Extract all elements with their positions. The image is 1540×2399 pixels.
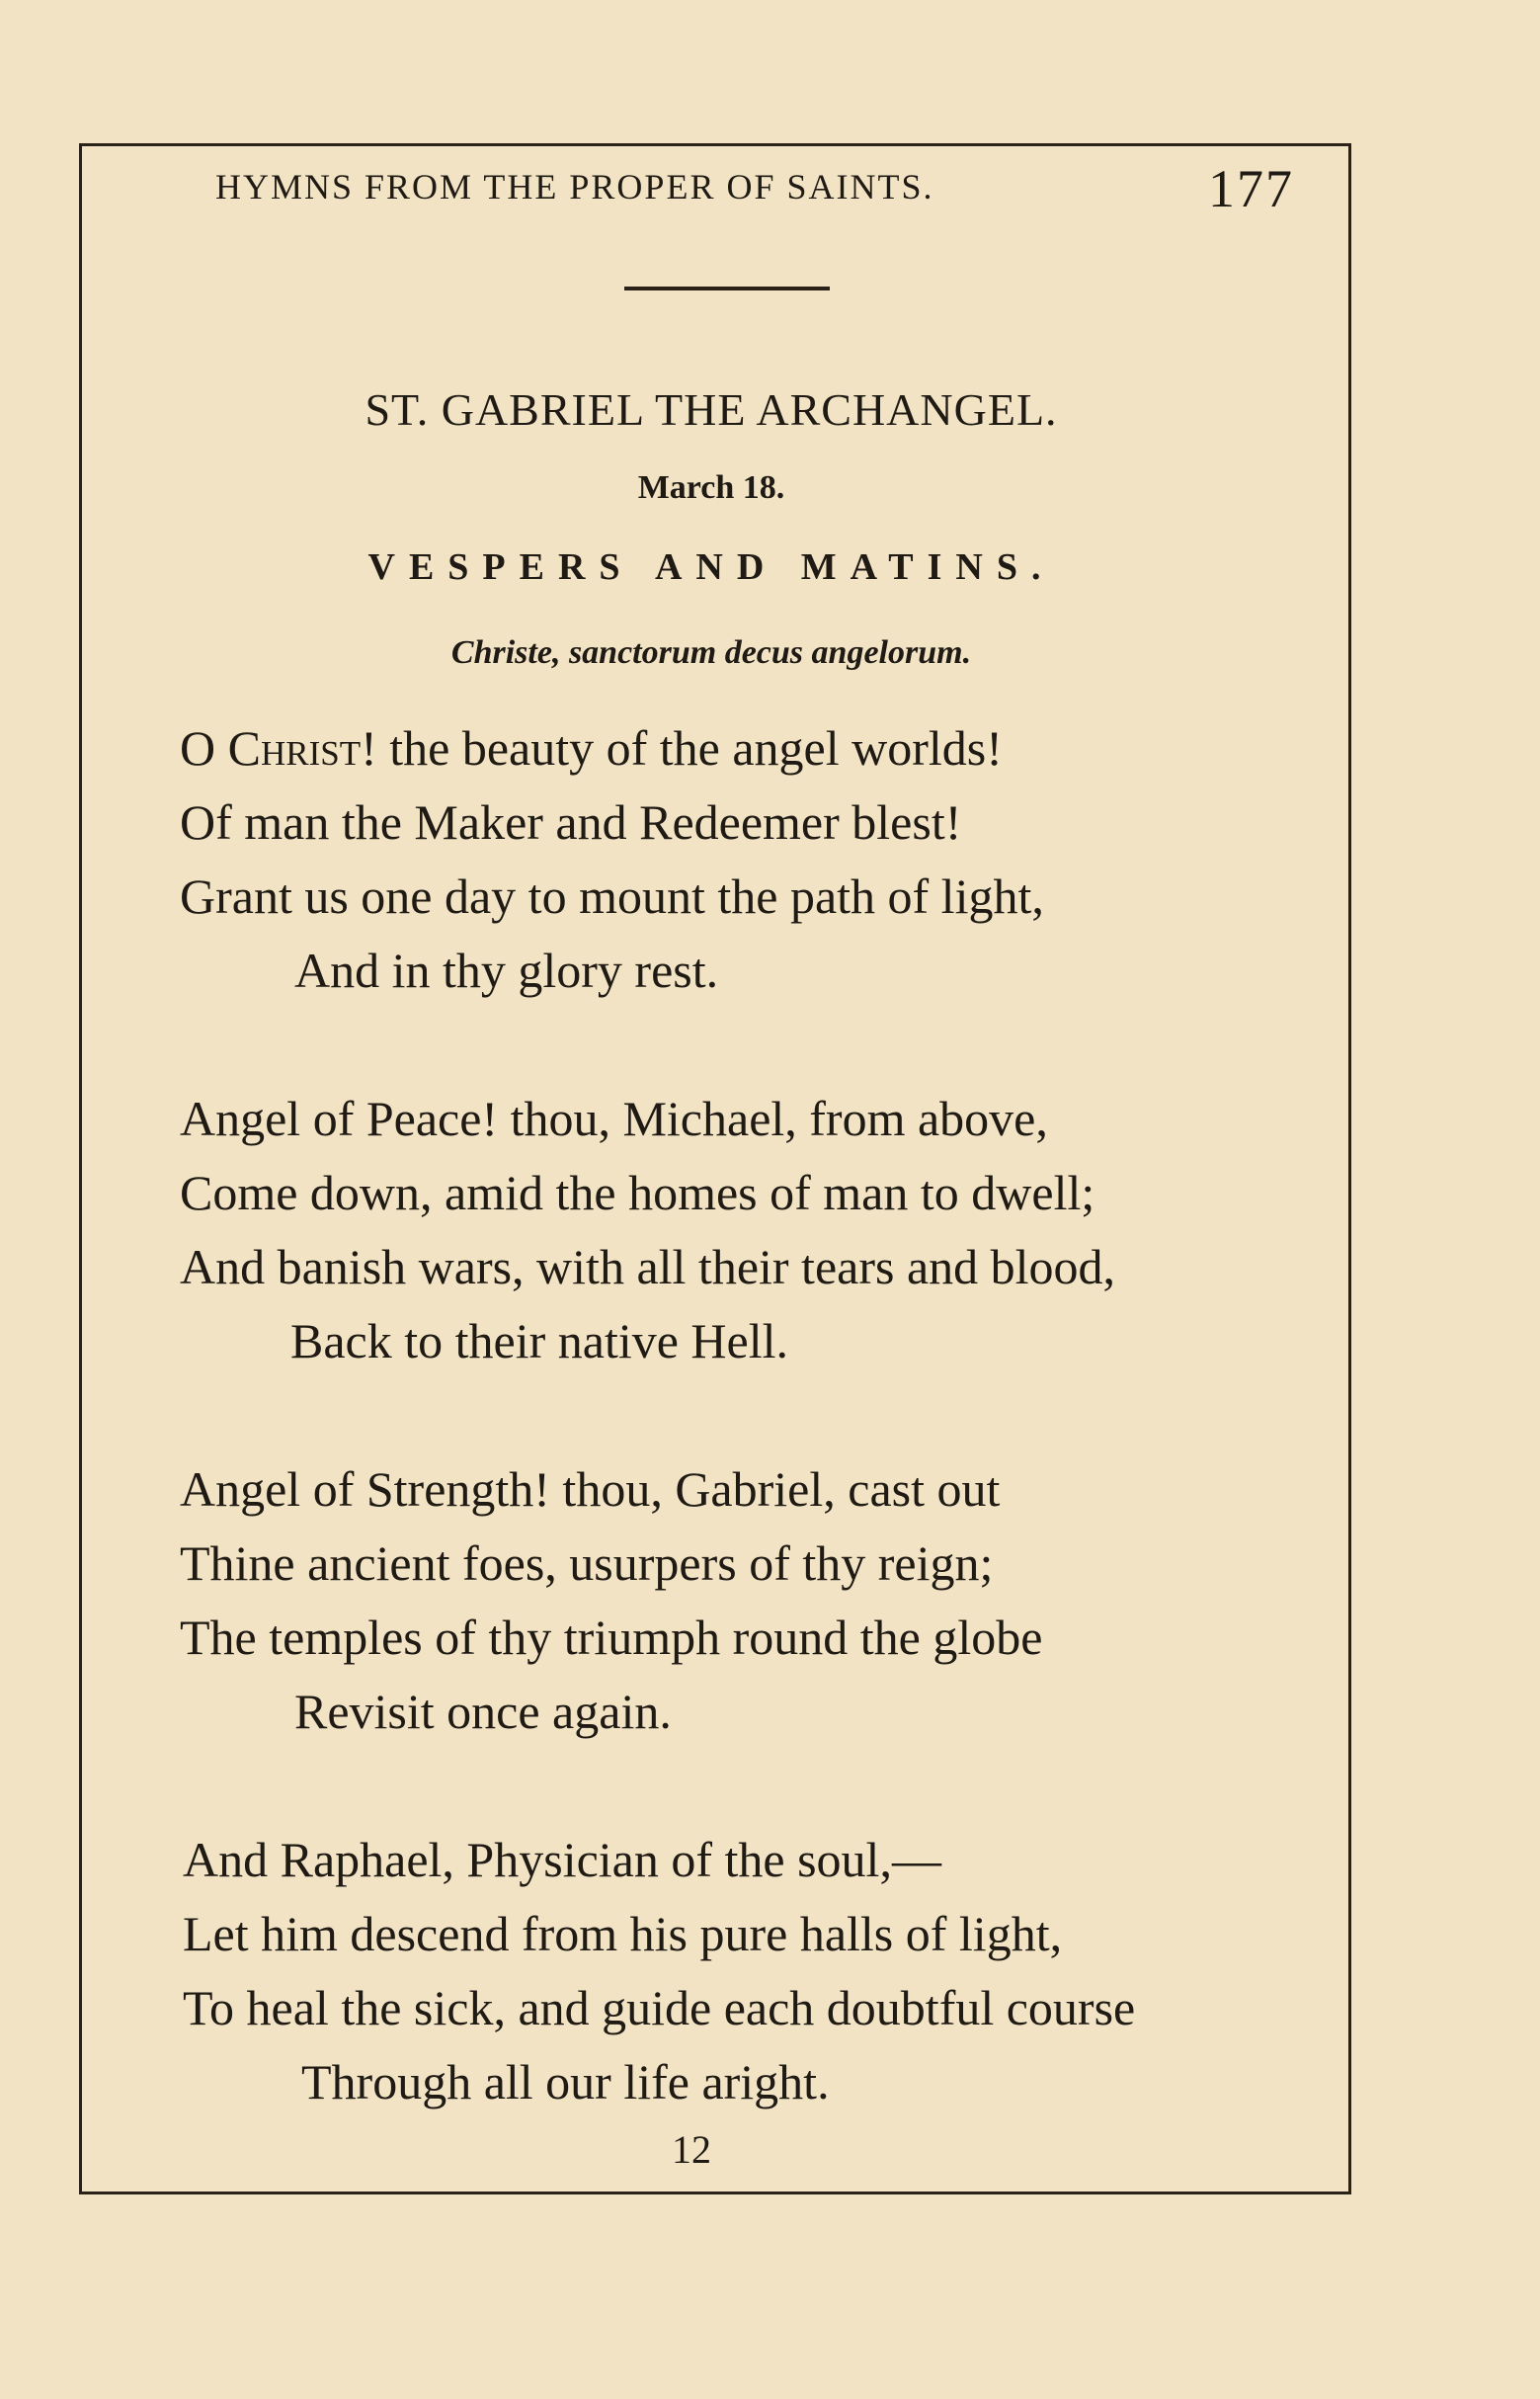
stanza-3-line-2: Thine ancient foes, usurpers of thy reign; xyxy=(180,1535,994,1591)
stanza-1-line-2: Of man the Maker and Redeemer blest! xyxy=(180,794,962,850)
stanza-1-line-3: Grant us one day to mount the path of light, xyxy=(180,869,1044,924)
stanza-2-line-1: Angel of Peace! thou, Michael, from above, xyxy=(180,1091,1048,1146)
stanza-4-line-1: And Raphael, Physician of the soul,— xyxy=(183,1832,941,1887)
office-heading: VESPERS AND MATINS. xyxy=(367,546,1055,588)
title-rule xyxy=(624,287,830,290)
signature-mark: 12 xyxy=(672,2127,711,2172)
stanza-2-line-2: Come down, amid the homes of man to dwell; xyxy=(180,1165,1095,1220)
line-text: ! the beauty of the angel worlds! xyxy=(361,720,1003,776)
stanza-4-line-4: Through all our life aright. xyxy=(301,2054,830,2109)
stanza-2-line-4: Back to their native Hell. xyxy=(290,1313,789,1368)
opening-words: O Christ xyxy=(180,720,362,776)
running-title: HYMNS FROM THE PROPER OF SAINTS. xyxy=(215,167,934,207)
stanza-1-line-1 xyxy=(180,719,1003,777)
stanza-4-line-2: Let him descend from his pure halls of light, xyxy=(183,1906,1063,1961)
stanza-3-line-1: Angel of Strength! thou, Gabriel, cast out xyxy=(180,1461,1001,1517)
running-head xyxy=(215,159,1302,225)
latin-incipit: Christe, sanctorum decus angelorum. xyxy=(450,634,972,671)
hymn-title: ST. GABRIEL THE ARCHANGEL. xyxy=(365,384,1058,435)
stanza-2-line-3: And banish wars, with all their tears and blood, xyxy=(180,1239,1116,1294)
hymn-date: March 18. xyxy=(637,469,785,506)
stanza-3-line-4: Revisit once again. xyxy=(294,1684,672,1739)
page-number: 177 xyxy=(1208,159,1294,218)
stanza-4-line-3: To heal the sick, and guide each doubtful course xyxy=(183,1980,1136,2035)
stanza-1-line-4: And in thy glory rest. xyxy=(294,943,719,998)
stanza-3-line-3: The temples of thy triumph round the globe xyxy=(180,1610,1043,1665)
